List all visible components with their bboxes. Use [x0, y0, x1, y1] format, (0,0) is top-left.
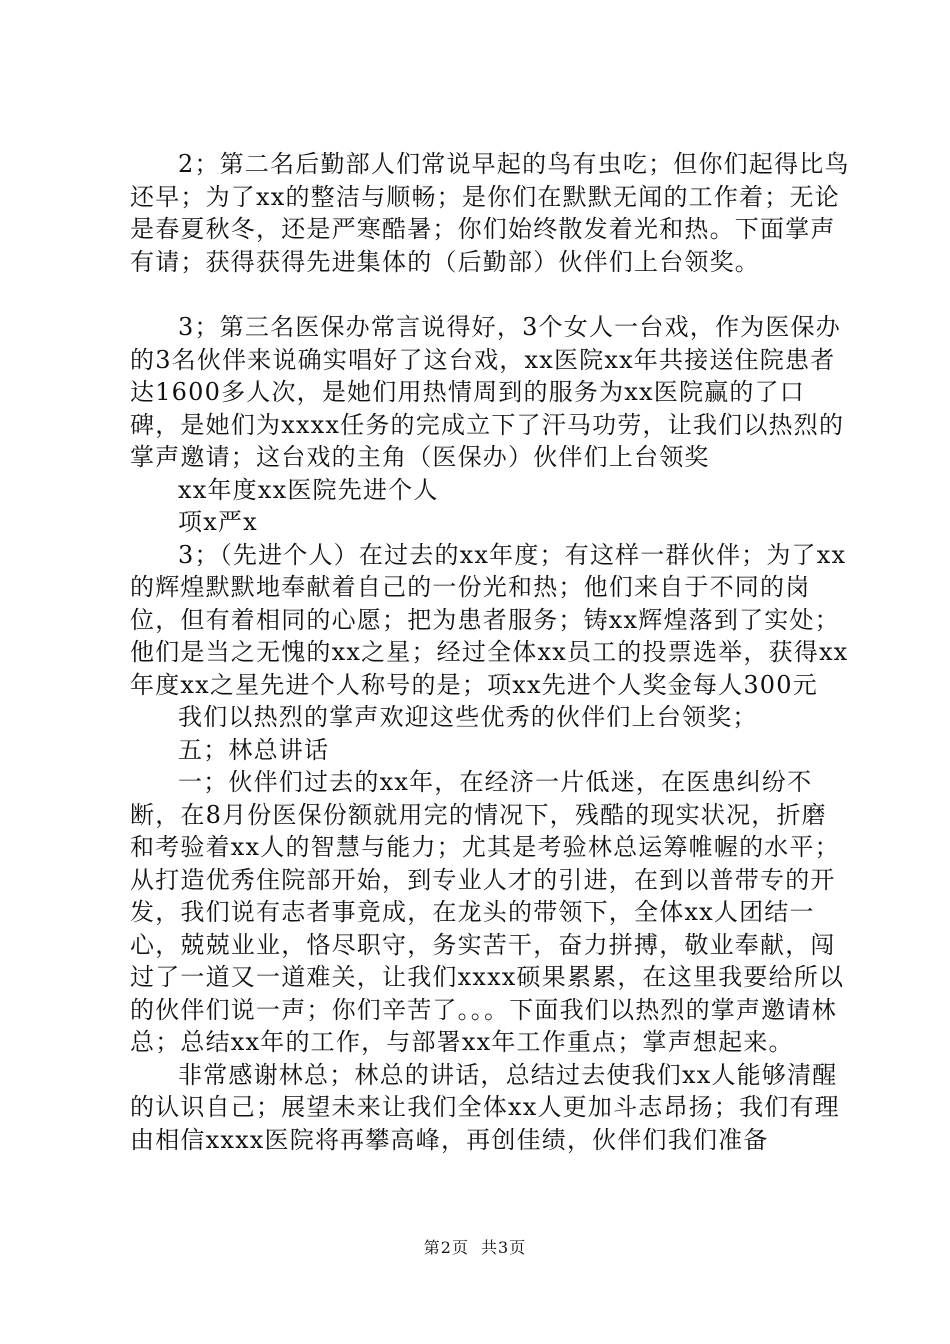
paragraph-applause: 我们以热烈的掌声欢迎这些优秀的伙伴们上台领奖； [178, 703, 758, 731]
section-heading-speech: 五；林总讲话 [178, 735, 330, 764]
paragraph-thanks: 非常感谢林总；林总的讲话，总结过去使我们xx人能够清醒的认识自己；展望未来让我们全体xx人更加斗志昂扬；我们有理由相信xxxx医院将再攀高峰，再创佳绩，伙伴们我们准备 [130, 1060, 840, 1154]
section-heading-advanced-individuals: xx年度xx医院先进个人 [178, 475, 439, 504]
paragraph-medical-insurance: 3；第三名医保办常言说得好，3个女人一台戏，作为医保办的3名伙伴来说确实唱好了这台戏，xx医院xx年共接送住院患者达1600多人次，是她们用热情周到的服务为xx医院赢的了口碑，是她们为xxxx任务的完成立下了汗马功劳，让我们以热烈的掌声邀请；这台戏的主角（医保办）伙伴们上台领奖 [130, 313, 845, 471]
page-footer [0, 1235, 950, 1258]
page-total: 共3页 [481, 1238, 527, 1257]
names-line: 项x严x [178, 508, 258, 536]
document-body [130, 148, 850, 1156]
paragraph-speech-intro: 一；伙伴们过去的xx年，在经济一片低迷，在医患纠纷不断，在8月份医保份额就用完的情况下，残酷的现实状况，折磨和考验着xx人的智慧与能力；尤其是考验林总运筹帷幄的水平；从打造优秀住院部开始，到专业人才的引进，在到以普带专的开发，我们说有志者事竟成，在龙头的带领下，全体xx人团结一心，兢兢业业，恪尽职守，务实苦干，奋力拼搏，敬业奉献，闯过了一道又一道难关，让我们xxxx硕果累累，在这里我要给所以的伙伴们说一声；你们辛苦了。。。下面我们以热烈的掌声邀请林总；总结xx年的工作，与部署xx年工作重点；掌声想起来。 [130, 768, 845, 1056]
paragraph-logistics: 2；第二名后勤部人们常说早起的鸟有虫吃；但你们起得比鸟还早；为了xx的整洁与顺畅；是你们在默默无闻的工作着；无论是春夏秋冬，还是严寒酷暑；你们始终散发着光和热。下面掌声有请；获得获得先进集体的（后勤部）伙伴们上台领奖。 [130, 150, 850, 276]
paragraph-gap [130, 278, 850, 311]
page-number: 第2页 [423, 1238, 469, 1257]
paragraph-advanced-individuals: 3；（先进个人）在过去的xx年度；有这样一群伙伴；为了xx的辉煌默默地奉献着自己的一份光和热；他们来自于不同的岗位，但有着相同的心愿；把为患者服务；铸xx辉煌落到了实处；他们是当之无愧的xx之星；经过全体xx员工的投票选举，获得xx年度xx之星先进个人称号的是；项xx先进个人奖金每人300元 [130, 540, 849, 699]
